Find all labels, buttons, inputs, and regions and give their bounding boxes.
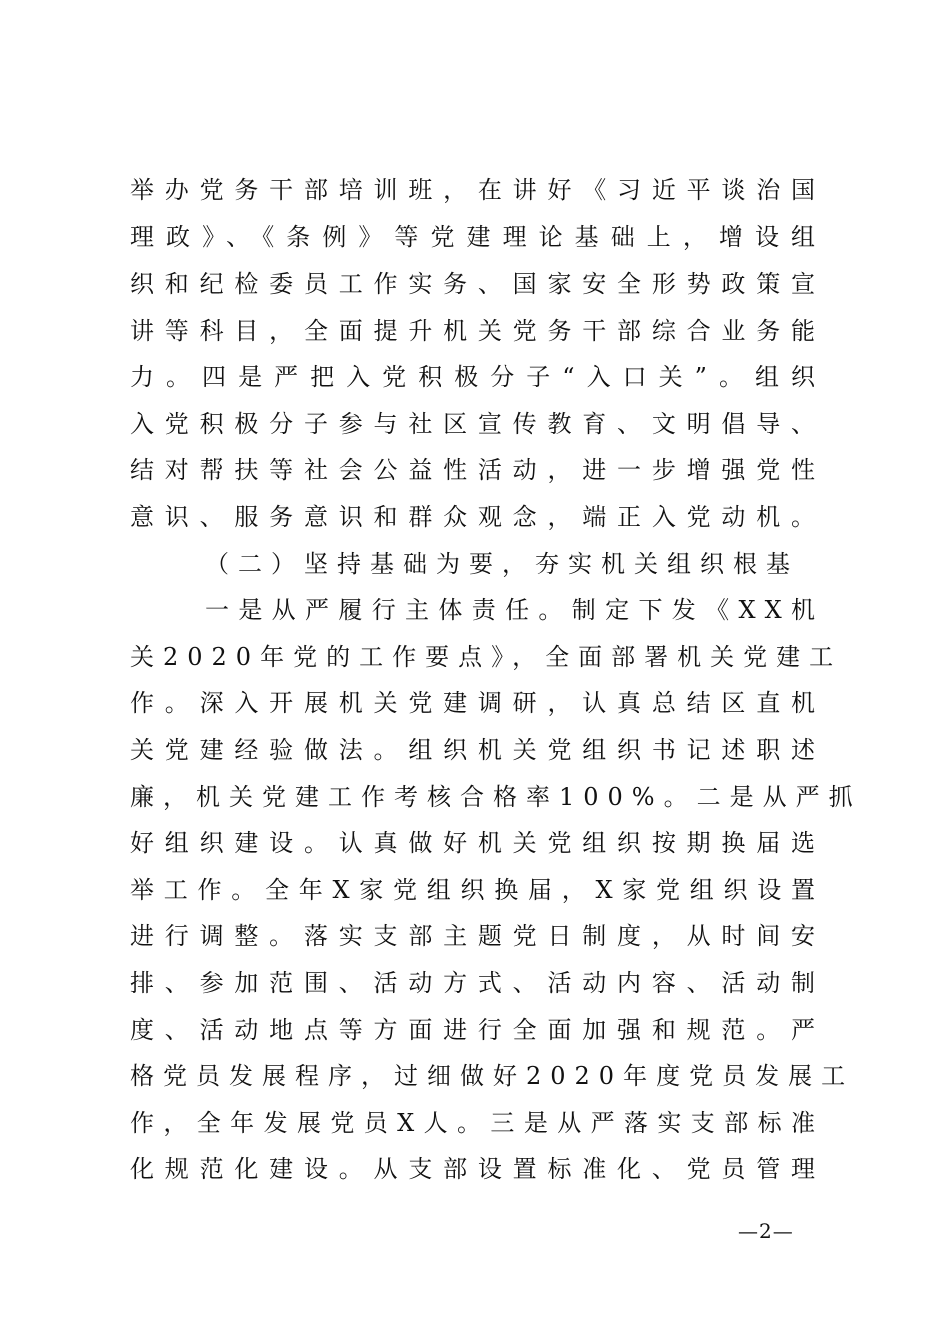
paragraph-line: 举工作。全年X家党组织换届，X家党组织设置 xyxy=(130,876,824,904)
paragraph-line: 格党员发展程序，过细做好2020年度党员发展工 xyxy=(130,1062,855,1090)
paragraph-line: 举办党务干部培训班，在讲好《习近平谈治国 xyxy=(130,176,824,204)
section-heading: （二）坚持基础为要，夯实机关组织根基 xyxy=(205,550,799,578)
paragraph-line: 织和纪检委员工作实务、国家安全形势政策宣 xyxy=(130,270,824,298)
paragraph-line: 理政》、《条例》等党建理论基础上，增设组 xyxy=(130,223,824,251)
paragraph-line: 排、参加范围、活动方式、活动内容、活动制 xyxy=(130,969,824,997)
paragraph-line: 结对帮扶等社会公益性活动，进一步增强党性 xyxy=(130,456,824,484)
page-number: —2— xyxy=(738,1219,794,1243)
paragraph-line: 关党建经验做法。组织机关党组织书记述职述 xyxy=(130,736,824,764)
paragraph-line: 好组织建设。认真做好机关党组织按期换届选 xyxy=(130,829,824,857)
paragraph-line: 关2020年党的工作要点》，全面部署机关党建工 xyxy=(130,643,843,671)
paragraph-line: 廉，机关党建工作考核合格率100%。二是从严抓 xyxy=(130,783,862,811)
paragraph-line: 入党积极分子参与社区宣传教育、文明倡导、 xyxy=(130,410,824,438)
paragraph-line: 讲等科目，全面提升机关党务干部综合业务能 xyxy=(130,317,824,345)
paragraph-line: 化规范化建设。从支部设置标准化、党员管理 xyxy=(130,1155,824,1183)
paragraph-line: 进行调整。落实支部主题党日制度，从时间安 xyxy=(130,922,824,950)
paragraph-line: 一是从严履行主体责任。制定下发《XX机 xyxy=(205,596,824,624)
paragraph-line: 作。深入开展机关党建调研，认真总结区直机 xyxy=(130,689,824,717)
paragraph-line: 意识、服务意识和群众观念，端正入党动机。 xyxy=(130,503,824,531)
paragraph-line: 度、活动地点等方面进行全面加强和规范。严 xyxy=(130,1016,824,1044)
paragraph-line: 作，全年发展党员X人。三是从严落实支部标准 xyxy=(130,1109,824,1137)
paragraph-line: 力。四是严把入党积极分子“入口关”。组织 xyxy=(130,363,824,391)
